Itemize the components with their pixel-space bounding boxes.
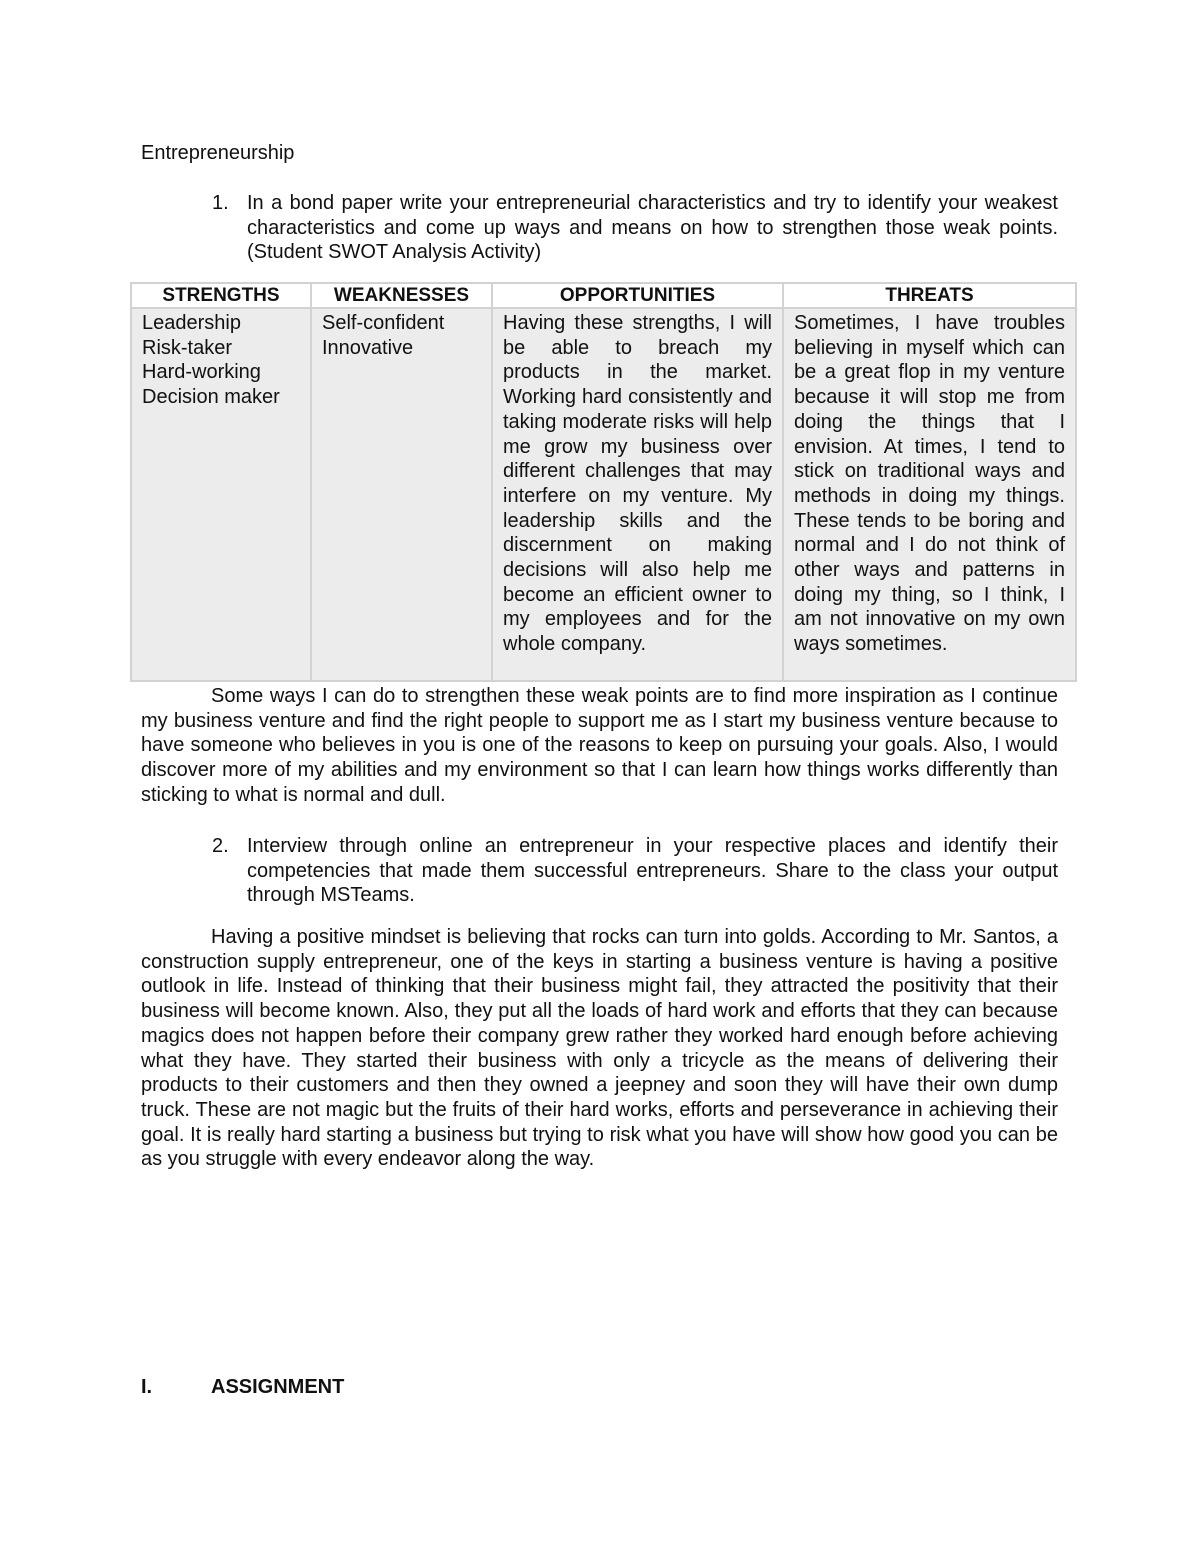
strengths-cell <box>131 308 311 681</box>
strength-item: Risk-taker <box>142 336 233 359</box>
strength-item: Leadership <box>142 312 241 334</box>
swot-header-row <box>131 283 1076 308</box>
list-item-number: 1. <box>212 192 229 214</box>
weakness-item: Innovative <box>322 336 414 359</box>
swot-content-row <box>131 308 1076 681</box>
section-title: ASSIGNMENT <box>211 1376 345 1398</box>
weakness-item: Self-confident <box>322 312 445 334</box>
paragraph-interview <box>141 925 1058 1172</box>
document-subject: Entrepreneurship <box>141 142 295 164</box>
header-weaknesses: WEAKNESSES <box>311 283 492 308</box>
list-item-text: Interview through online an entrepreneur in your respective places and identify their competencies that made them successful entrepreneurs. Share to the class your output through MSTeams. <box>247 835 1058 907</box>
swot-table <box>130 282 1077 682</box>
strength-item: Decision maker <box>142 386 280 409</box>
strength-item: Hard-working <box>142 361 261 384</box>
section-number: I. <box>141 1376 153 1398</box>
list-item-text: In a bond paper write your entrepreneurial characteristics and try to identify your weakest characteristics and come up ways and means on how to strengthen those weak points. (Student SWOT Analysis Activity) <box>247 192 1058 264</box>
threats-cell: Sometimes, I have troubles believing in myself which can be a great flop in my venture because it will stop me from doing the things that I envision. At times, I tend to stick on traditional ways and methods in doing my things. These tends to be boring and normal and I do not think of other ways and patterns in doing my thing, so I think, I am not innovative on my own ways sometimes. <box>783 308 1076 681</box>
header-opportunities: OPPORTUNITIES <box>492 283 783 308</box>
header-strengths: STRENGTHS <box>131 283 311 308</box>
paragraph-text: Having a positive mindset is believing that rocks can turn into golds. According to Mr. Santos, a construction supply entrepreneur, one of the keys in starting a business venture is having a positive outlook in life. Instead of thinking that their business might fail, they attracted the positivity that their business will become known. Also, they put all the loads of hard work and efforts that they can because magics does not happen before their company grew rather they worked hard enough before achieving what they have. They started their business with only a tricycle as the means of delivering their products to their customers and then they owned a jeepney and soon they will have their own dump truck. These are not magic but the fruits of their hard works, efforts and perseverance in achieving their goal. It is really hard starting a business but trying to risk what you have will show how good you can be as you struggle with every endeavor along the way. <box>141 926 1058 1171</box>
list-item-1 <box>141 191 1058 265</box>
list-item-number: 2. <box>212 835 229 857</box>
header-threats: THREATS <box>783 283 1076 308</box>
weaknesses-cell <box>311 308 492 681</box>
paragraph-strengthen-weak-points <box>141 684 1058 808</box>
paragraph-text: Some ways I can do to strengthen these weak points are to find more inspiration as I continue my business venture and find the right people to support me as I start my business venture because to have someone who believes in you is one of the reasons to keep on pursuing your goals. Also, I would discover more of my abilities and my environment so that I can learn how things works differently than sticking to what is normal and dull. <box>141 685 1058 806</box>
list-item-2 <box>141 834 1058 908</box>
opportunities-cell: Having these strengths, I will be able to breach my products in the market. Working hard consistently and taking moderate risks will help me grow my business over different challenges that may interfere on my venture. My leadership skills and the discernment on making decisions will also help me become an efficient owner to my employees and for the whole company. <box>492 308 783 681</box>
